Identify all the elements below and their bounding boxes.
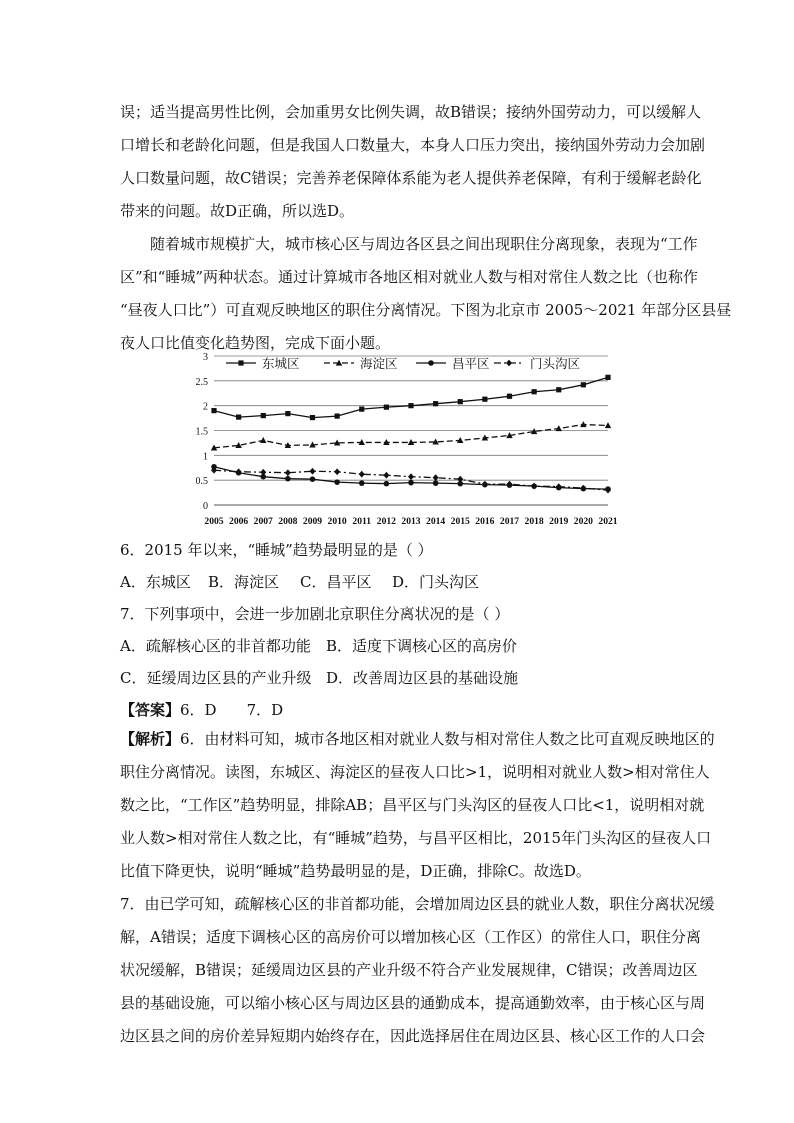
data-point (580, 485, 586, 492)
data-point (359, 471, 365, 478)
text-line: 随着城市规模扩大，城市核心区与周边各区县之间出现职住分离现象，表现为“工作 (150, 235, 698, 253)
data-point (384, 481, 390, 487)
question-7-options-row2 (120, 668, 518, 688)
legend-label: 昌平区 (452, 356, 490, 371)
answer-label: 【答案】 (120, 701, 181, 719)
q6-option-b[interactable]: B．海淀区 (208, 573, 280, 591)
data-point (408, 403, 413, 408)
x-tick-label: 2006 (229, 516, 249, 527)
analysis-first-line (120, 723, 715, 756)
x-tick-label: 2015 (450, 516, 470, 527)
data-point (605, 422, 611, 428)
legend-marker (428, 360, 434, 366)
y-tick-label: 0.5 (196, 476, 208, 488)
material-paragraph (120, 228, 732, 360)
text-line: 解，A错误；适度下调核心区的高房价可以增加核心区（工作区）的常住人口，职住分离 (120, 928, 701, 946)
x-tick-label: 2017 (499, 516, 520, 527)
x-tick-label: 2018 (524, 516, 544, 527)
q7-option-a[interactable]: A．疏解核心区的非首都功能 (120, 637, 311, 655)
x-tick-label: 2013 (401, 516, 421, 527)
data-point (531, 483, 537, 490)
data-point (482, 397, 487, 402)
data-point (408, 480, 414, 486)
x-tick-label: 2008 (278, 516, 298, 527)
x-tick-label: 2014 (426, 516, 446, 527)
data-point (605, 375, 610, 380)
data-point (285, 411, 290, 416)
data-point (433, 401, 438, 406)
text-line: 人口数量问题，故C错误；完善养老保障体系能为老人提供养老保障，有利于缓解老龄化 (120, 169, 702, 187)
data-point (556, 387, 561, 392)
analysis-label: 【解析】 (120, 730, 181, 748)
text-line: 口增长和老龄化问题，但是我国人口数量大，本身人口压力突出，接纳国外劳动力会加剧 (120, 136, 706, 154)
data-point (458, 399, 463, 404)
data-point (383, 472, 389, 479)
data-point (457, 476, 463, 483)
data-point (581, 382, 586, 387)
text-line: 比值下降更快，说明“睡城”趋势最明显的是，D正确，排除C。故选D。 (120, 862, 591, 880)
q7-option-c[interactable]: C．延缓周边区县的产业升级 (120, 669, 312, 687)
text-line: 县的基础设施，可以缩小核心区与周边区县的通勤成本，提高通勤效率，由于核心区与周 (120, 994, 706, 1012)
text-line: 区”和“睡城”两种状态。通过计算城市各地区相对就业人数与相对常住人数之比（也称作 (120, 268, 699, 286)
text-line: 状况缓解，B错误；延缓周边区县的产业升级不符合产业发展规律，C错误；改善周边区 (120, 961, 698, 979)
data-point (260, 437, 266, 443)
text-line: 夜人口比值变化趋势图，完成下面小题。 (120, 334, 391, 352)
text-line: 数之比，“工作区”趋势明显，排除AB；昌平区与门头沟区的昼夜人口比<1，说明相对就 (120, 796, 705, 814)
text-line: 6．由材料可知，城市各地区相对就业人数与相对常住人数之比可直观反映地区的 (180, 730, 715, 748)
data-point (334, 479, 340, 485)
data-point (433, 480, 439, 486)
y-tick-label: 1 (203, 451, 208, 463)
question-6-options (120, 572, 479, 592)
answer-text: 6．D 7．D (180, 701, 284, 719)
data-point (359, 407, 364, 412)
data-point (310, 468, 316, 475)
legend-marker (238, 360, 243, 365)
data-point (261, 413, 266, 418)
y-tick-label: 2.5 (196, 376, 208, 388)
x-tick-label: 2020 (573, 516, 593, 527)
legend-marker (506, 360, 512, 367)
data-point (310, 476, 316, 482)
answer-line (120, 700, 283, 720)
data-point (335, 413, 340, 418)
data-point (310, 415, 315, 420)
text-line: 7．由已学可知，疏解核心区的非首都功能，会增加周边区县的就业人数，职住分离状况缓 (120, 895, 715, 913)
question-6-stem: 6．2015 年以来，“睡城”趋势最明显的是（ ） (120, 541, 433, 559)
x-tick-label: 2021 (598, 516, 618, 527)
data-point (507, 394, 512, 399)
data-point (384, 405, 389, 410)
data-point (334, 468, 340, 475)
text-line: 边区县之间的房价差异短期内始终存在，因此选择居住在周边区县、核心区工作的人口会 (120, 1027, 706, 1045)
q7-option-b[interactable]: B．适度下调核心区的高房价 (326, 637, 518, 655)
legend-label: 海淀区 (360, 356, 398, 371)
day-night-ratio-chart (196, 348, 620, 530)
x-tick-label: 2012 (376, 516, 396, 527)
text-line: 带来的问题。故D正确，所以选D。 (120, 202, 355, 220)
q6-option-c[interactable]: C．昌平区 (300, 573, 372, 591)
x-tick-label: 2005 (204, 516, 224, 527)
series-line (214, 377, 608, 417)
legend-label: 门头沟区 (530, 356, 581, 371)
data-point (285, 476, 291, 482)
y-tick-label: 3 (203, 352, 208, 363)
x-tick-label: 2019 (549, 516, 569, 527)
legend-label: 东城区 (262, 356, 300, 371)
question-7-options-row1 (120, 636, 517, 656)
q6-option-d[interactable]: D．门头沟区 (392, 573, 480, 591)
data-point (359, 480, 365, 486)
x-tick-label: 2016 (475, 516, 495, 527)
x-tick-label: 2009 (302, 516, 323, 527)
text-line: 职住分离情况。读图，东城区、海淀区的昼夜人口比>1，说明相对就业人数>相对常住人 (120, 763, 710, 781)
intro-paragraph (120, 96, 706, 228)
y-tick-label: 1.5 (196, 426, 208, 438)
data-point (236, 414, 241, 419)
data-point (532, 389, 537, 394)
data-point (260, 469, 266, 476)
analysis-paragraph (120, 723, 715, 1053)
q6-option-a[interactable]: A．东城区 (120, 573, 191, 591)
text-line: 业人数>相对常住人数之比，有“睡城”趋势，与昌平区相比，2015年门头沟区的昼夜人口 (120, 829, 712, 847)
text-line: “昼夜人口比”）可直观反映地区的职住分离情况。下图为北京市 2005～2021 年部分区县昼 (120, 301, 732, 319)
data-point (211, 408, 216, 413)
x-tick-label: 2007 (253, 516, 273, 527)
y-tick-label: 2 (203, 401, 208, 413)
data-point (408, 473, 414, 480)
q7-option-d[interactable]: D．改善周边区县的基础设施 (326, 669, 519, 687)
x-tick-label: 2011 (352, 516, 372, 527)
data-point (285, 469, 291, 476)
text-line: 误；适当提高男性比例，会加重男女比例失调，故B错误；接纳外国劳动力，可以缓解人 (120, 103, 702, 121)
x-tick-label: 2010 (327, 516, 347, 527)
y-tick-label: 0 (203, 501, 208, 512)
question-7-stem: 7．下列事项中，会进一步加剧北京职住分离状况的是（ ） (120, 605, 510, 623)
data-point (482, 481, 488, 488)
data-point (556, 425, 562, 431)
